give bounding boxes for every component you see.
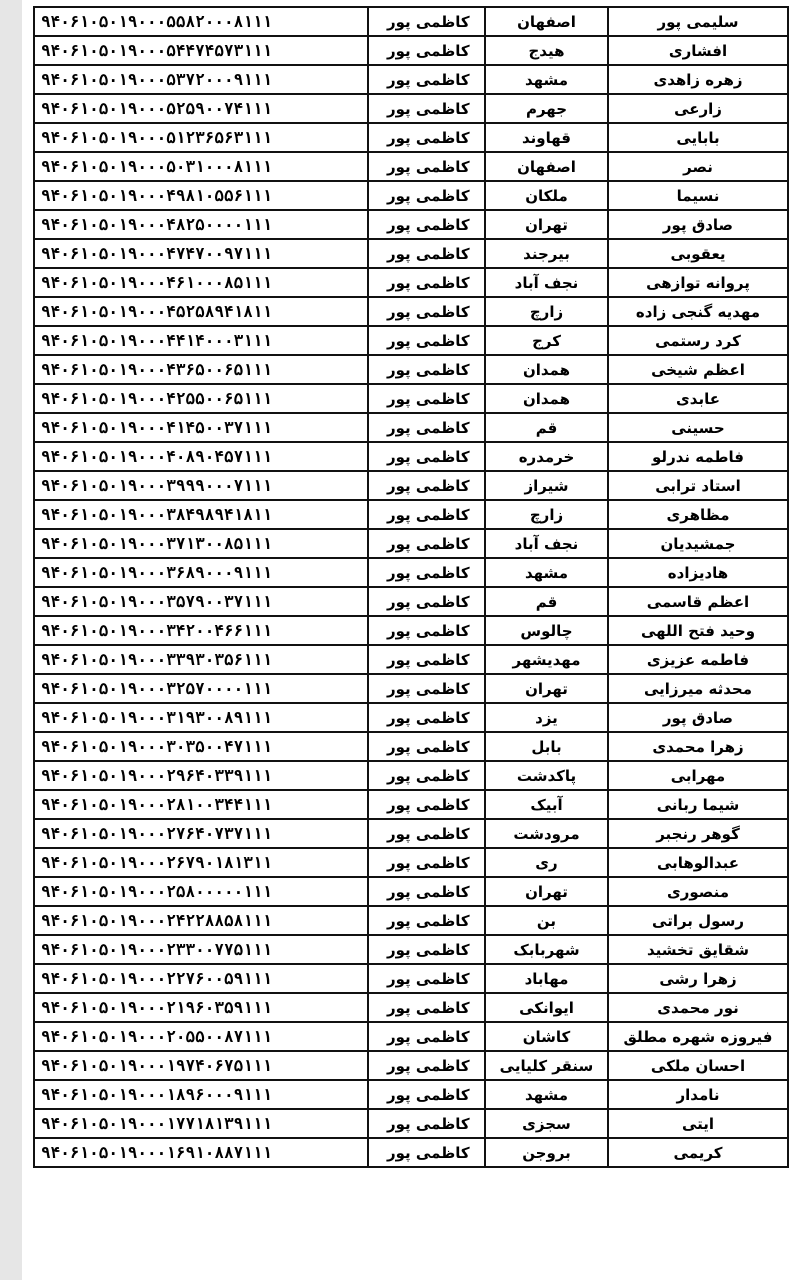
person-name-cell: زهرا محمدی [608,732,788,761]
surname-cell: کاظمی پور [368,65,485,94]
city-cell: بابل [485,732,608,761]
surname-cell: کاظمی پور [368,123,485,152]
account-number-cell: ۹۴۰۶۱۰۵۰۱۹۰۰۰۲۳۳۰۰۷۷۵۱۱۱ [34,935,368,964]
account-number-cell: ۹۴۰۶۱۰۵۰۱۹۰۰۰۳۷۱۳۰۰۸۵۱۱۱ [34,529,368,558]
account-number-cell: ۹۴۰۶۱۰۵۰۱۹۰۰۰۴۰۸۹۰۴۵۷۱۱۱ [34,442,368,471]
table-row [34,268,788,297]
table-row [34,732,788,761]
person-name-cell: فاطمه عزیزی [608,645,788,674]
account-number-cell: ۹۴۰۶۱۰۵۰۱۹۰۰۰۵۱۲۳۶۵۶۳۱۱۱ [34,123,368,152]
table-row [34,819,788,848]
surname-cell: کاظمی پور [368,558,485,587]
city-cell: شهربابک [485,935,608,964]
person-name-cell: نسیما [608,181,788,210]
surname-cell: کاظمی پور [368,1138,485,1167]
city-cell: هیدج [485,36,608,65]
person-name-cell: عابدی [608,384,788,413]
surname-cell: کاظمی پور [368,1051,485,1080]
city-cell: بیرجند [485,239,608,268]
account-number-cell: ۹۴۰۶۱۰۵۰۱۹۰۰۰۳۰۳۵۰۰۴۷۱۱۱ [34,732,368,761]
person-name-cell: صادق پور [608,210,788,239]
surname-cell: کاظمی پور [368,239,485,268]
city-cell: ری [485,848,608,877]
table-row [34,297,788,326]
city-cell: چالوس [485,616,608,645]
surname-cell: کاظمی پور [368,268,485,297]
person-name-cell: سلیمی پور [608,7,788,36]
roster-table-body [34,7,788,1167]
surname-cell: کاظمی پور [368,993,485,1022]
city-cell: آبیک [485,790,608,819]
surname-cell: کاظمی پور [368,94,485,123]
person-name-cell: فیروزه شهره مطلق [608,1022,788,1051]
person-name-cell: بابایی [608,123,788,152]
surname-cell: کاظمی پور [368,703,485,732]
table-row [34,674,788,703]
surname-cell: کاظمی پور [368,1109,485,1138]
person-name-cell: ایتی [608,1109,788,1138]
person-name-cell: گوهر رنجبر [608,819,788,848]
account-number-cell: ۹۴۰۶۱۰۵۰۱۹۰۰۰۴۶۱۰۰۰۸۵۱۱۱ [34,268,368,297]
person-name-cell: شیما ربانی [608,790,788,819]
person-name-cell: عبدالوهابی [608,848,788,877]
city-cell: قم [485,413,608,442]
person-name-cell: حسینی [608,413,788,442]
person-name-cell: مهدیه گنجی زاده [608,297,788,326]
city-cell: ایوانکی [485,993,608,1022]
city-cell: سنقر کلیایی [485,1051,608,1080]
city-cell: تهران [485,210,608,239]
account-number-cell: ۹۴۰۶۱۰۵۰۱۹۰۰۰۱۷۷۱۸۱۳۹۱۱۱ [34,1109,368,1138]
city-cell: خرمدره [485,442,608,471]
table-row [34,529,788,558]
surname-cell: کاظمی پور [368,1080,485,1109]
person-name-cell: نامدار [608,1080,788,1109]
account-number-cell: ۹۴۰۶۱۰۵۰۱۹۰۰۰۵۲۵۹۰۰۷۴۱۱۱ [34,94,368,123]
city-cell: بن [485,906,608,935]
city-cell: بروجن [485,1138,608,1167]
table-row [34,181,788,210]
account-number-cell: ۹۴۰۶۱۰۵۰۱۹۰۰۰۲۶۷۹۰۱۸۱۳۱۱ [34,848,368,877]
surname-cell: کاظمی پور [368,964,485,993]
account-number-cell: ۹۴۰۶۱۰۵۰۱۹۰۰۰۲۷۶۴۰۷۳۷۱۱۱ [34,819,368,848]
person-name-cell: نصر [608,152,788,181]
table-row [34,1138,788,1167]
account-number-cell: ۹۴۰۶۱۰۵۰۱۹۰۰۰۲۴۲۲۸۸۵۸۱۱۱ [34,906,368,935]
account-number-cell: ۹۴۰۶۱۰۵۰۱۹۰۰۰۵۰۳۱۰۰۰۸۱۱۱ [34,152,368,181]
city-cell: شیراز [485,471,608,500]
surname-cell: کاظمی پور [368,848,485,877]
table-row [34,123,788,152]
table-row [34,413,788,442]
account-number-cell: ۹۴۰۶۱۰۵۰۱۹۰۰۰۲۸۱۰۰۳۴۴۱۱۱ [34,790,368,819]
person-name-cell: زارعی [608,94,788,123]
person-name-cell: وحید فتح اللهی [608,616,788,645]
surname-cell: کاظمی پور [368,1022,485,1051]
account-number-cell: ۹۴۰۶۱۰۵۰۱۹۰۰۰۳۲۵۷۰۰۰۰۱۱۱ [34,674,368,703]
city-cell: اصفهان [485,7,608,36]
city-cell: مشهد [485,1080,608,1109]
city-cell: پاکدشت [485,761,608,790]
left-margin-strip [0,0,22,1280]
person-name-cell: زهره زاهدی [608,65,788,94]
account-number-cell: ۹۴۰۶۱۰۵۰۱۹۰۰۰۲۵۸۰۰۰۰۰۱۱۱ [34,877,368,906]
account-number-cell: ۹۴۰۶۱۰۵۰۱۹۰۰۰۲۰۵۵۰۰۸۷۱۱۱ [34,1022,368,1051]
table-row [34,935,788,964]
roster-table [33,6,789,1168]
table-row [34,1109,788,1138]
person-name-cell: کرد رستمی [608,326,788,355]
person-name-cell: رسول براتی [608,906,788,935]
city-cell: یزد [485,703,608,732]
city-cell: ملکان [485,181,608,210]
city-cell: اصفهان [485,152,608,181]
surname-cell: کاظمی پور [368,210,485,239]
account-number-cell: ۹۴۰۶۱۰۵۰۱۹۰۰۰۱۹۷۴۰۶۷۵۱۱۱ [34,1051,368,1080]
surname-cell: کاظمی پور [368,935,485,964]
table-row [34,645,788,674]
city-cell: زارچ [485,297,608,326]
surname-cell: کاظمی پور [368,732,485,761]
table-row [34,587,788,616]
city-cell: مهاباد [485,964,608,993]
city-cell: مهدیشهر [485,645,608,674]
city-cell: جهرم [485,94,608,123]
surname-cell: کاظمی پور [368,181,485,210]
person-name-cell: محدثه میرزایی [608,674,788,703]
table-row [34,384,788,413]
city-cell: نجف آباد [485,529,608,558]
person-name-cell: یعقوبی [608,239,788,268]
table-row [34,703,788,732]
city-cell: مشهد [485,558,608,587]
city-cell: کرج [485,326,608,355]
table-row [34,94,788,123]
person-name-cell: استاد ترابی [608,471,788,500]
city-cell: سجزی [485,1109,608,1138]
surname-cell: کاظمی پور [368,297,485,326]
surname-cell: کاظمی پور [368,471,485,500]
account-number-cell: ۹۴۰۶۱۰۵۰۱۹۰۰۰۵۳۷۲۰۰۰۹۱۱۱ [34,65,368,94]
document-page [22,0,798,1280]
person-name-cell: جمشیدیان [608,529,788,558]
account-number-cell: ۹۴۰۶۱۰۵۰۱۹۰۰۰۲۲۷۶۰۰۵۹۱۱۱ [34,964,368,993]
account-number-cell: ۹۴۰۶۱۰۵۰۱۹۰۰۰۵۵۸۲۰۰۰۸۱۱۱ [34,7,368,36]
person-name-cell: نور محمدی [608,993,788,1022]
person-name-cell: فاطمه ندرلو [608,442,788,471]
account-number-cell: ۹۴۰۶۱۰۵۰۱۹۰۰۰۴۷۴۷۰۰۹۷۱۱۱ [34,239,368,268]
table-row [34,355,788,384]
table-row [34,1051,788,1080]
city-cell: تهران [485,674,608,703]
person-name-cell: مظاهری [608,500,788,529]
surname-cell: کاظمی پور [368,7,485,36]
account-number-cell: ۹۴۰۶۱۰۵۰۱۹۰۰۰۳۶۸۹۰۰۰۹۱۱۱ [34,558,368,587]
surname-cell: کاظمی پور [368,877,485,906]
person-name-cell: منصوری [608,877,788,906]
person-name-cell: افشاری [608,36,788,65]
table-row [34,790,788,819]
account-number-cell: ۹۴۰۶۱۰۵۰۱۹۰۰۰۳۹۹۹۰۰۰۷۱۱۱ [34,471,368,500]
city-cell: تهران [485,877,608,906]
table-row [34,1080,788,1109]
table-row [34,210,788,239]
surname-cell: کاظمی پور [368,529,485,558]
account-number-cell: ۹۴۰۶۱۰۵۰۱۹۰۰۰۳۳۹۳۰۳۵۶۱۱۱ [34,645,368,674]
surname-cell: کاظمی پور [368,413,485,442]
person-name-cell: کریمی [608,1138,788,1167]
account-number-cell: ۹۴۰۶۱۰۵۰۱۹۰۰۰۴۹۸۱۰۵۵۶۱۱۱ [34,181,368,210]
table-row [34,471,788,500]
surname-cell: کاظمی پور [368,36,485,65]
surname-cell: کاظمی پور [368,790,485,819]
table-row [34,500,788,529]
table-row [34,442,788,471]
person-name-cell: اعظم قاسمی [608,587,788,616]
account-number-cell: ۹۴۰۶۱۰۵۰۱۹۰۰۰۴۱۴۵۰۰۳۷۱۱۱ [34,413,368,442]
table-row [34,1022,788,1051]
city-cell: قم [485,587,608,616]
surname-cell: کاظمی پور [368,819,485,848]
account-number-cell: ۹۴۰۶۱۰۵۰۱۹۰۰۰۵۴۴۷۴۵۷۳۱۱۱ [34,36,368,65]
city-cell: نجف آباد [485,268,608,297]
account-number-cell: ۹۴۰۶۱۰۵۰۱۹۰۰۰۴۴۱۴۰۰۰۳۱۱۱ [34,326,368,355]
surname-cell: کاظمی پور [368,500,485,529]
surname-cell: کاظمی پور [368,326,485,355]
table-row [34,877,788,906]
surname-cell: کاظمی پور [368,674,485,703]
table-row [34,616,788,645]
account-number-cell: ۹۴۰۶۱۰۵۰۱۹۰۰۰۳۴۲۰۰۴۶۶۱۱۱ [34,616,368,645]
table-row [34,964,788,993]
person-name-cell: مهرابی [608,761,788,790]
table-row [34,239,788,268]
person-name-cell: زهرا رشی [608,964,788,993]
account-number-cell: ۹۴۰۶۱۰۵۰۱۹۰۰۰۱۶۹۱۰۸۸۷۱۱۱ [34,1138,368,1167]
city-cell: مشهد [485,65,608,94]
account-number-cell: ۹۴۰۶۱۰۵۰۱۹۰۰۰۳۸۴۹۸۹۴۱۸۱۱ [34,500,368,529]
city-cell: مرودشت [485,819,608,848]
surname-cell: کاظمی پور [368,761,485,790]
city-cell: زارچ [485,500,608,529]
table-row [34,36,788,65]
table-row [34,848,788,877]
surname-cell: کاظمی پور [368,152,485,181]
account-number-cell: ۹۴۰۶۱۰۵۰۱۹۰۰۰۳۱۹۳۰۰۸۹۱۱۱ [34,703,368,732]
person-name-cell: احسان ملکی [608,1051,788,1080]
table-row [34,558,788,587]
person-name-cell: صادق پور [608,703,788,732]
person-name-cell: پروانه توازهی [608,268,788,297]
account-number-cell: ۹۴۰۶۱۰۵۰۱۹۰۰۰۱۸۹۶۰۰۰۹۱۱۱ [34,1080,368,1109]
person-name-cell: شقایق تخشید [608,935,788,964]
surname-cell: کاظمی پور [368,616,485,645]
table-row [34,326,788,355]
person-name-cell: اعظم شیخی [608,355,788,384]
table-row [34,65,788,94]
account-number-cell: ۹۴۰۶۱۰۵۰۱۹۰۰۰۴۳۶۵۰۰۶۵۱۱۱ [34,355,368,384]
account-number-cell: ۹۴۰۶۱۰۵۰۱۹۰۰۰۲۹۶۴۰۳۳۹۱۱۱ [34,761,368,790]
city-cell: همدان [485,384,608,413]
account-number-cell: ۹۴۰۶۱۰۵۰۱۹۰۰۰۲۱۹۶۰۳۵۹۱۱۱ [34,993,368,1022]
table-row [34,152,788,181]
person-name-cell: هادیزاده [608,558,788,587]
table-row [34,7,788,36]
table-row [34,906,788,935]
table-row [34,993,788,1022]
surname-cell: کاظمی پور [368,384,485,413]
surname-cell: کاظمی پور [368,906,485,935]
account-number-cell: ۹۴۰۶۱۰۵۰۱۹۰۰۰۳۵۷۹۰۰۳۷۱۱۱ [34,587,368,616]
table-row [34,761,788,790]
city-cell: کاشان [485,1022,608,1051]
surname-cell: کاظمی پور [368,587,485,616]
surname-cell: کاظمی پور [368,355,485,384]
surname-cell: کاظمی پور [368,645,485,674]
surname-cell: کاظمی پور [368,442,485,471]
city-cell: همدان [485,355,608,384]
account-number-cell: ۹۴۰۶۱۰۵۰۱۹۰۰۰۴۲۵۵۰۰۶۵۱۱۱ [34,384,368,413]
account-number-cell: ۹۴۰۶۱۰۵۰۱۹۰۰۰۴۸۲۵۰۰۰۰۱۱۱ [34,210,368,239]
account-number-cell: ۹۴۰۶۱۰۵۰۱۹۰۰۰۴۵۲۵۸۹۴۱۸۱۱ [34,297,368,326]
city-cell: قهاوند [485,123,608,152]
